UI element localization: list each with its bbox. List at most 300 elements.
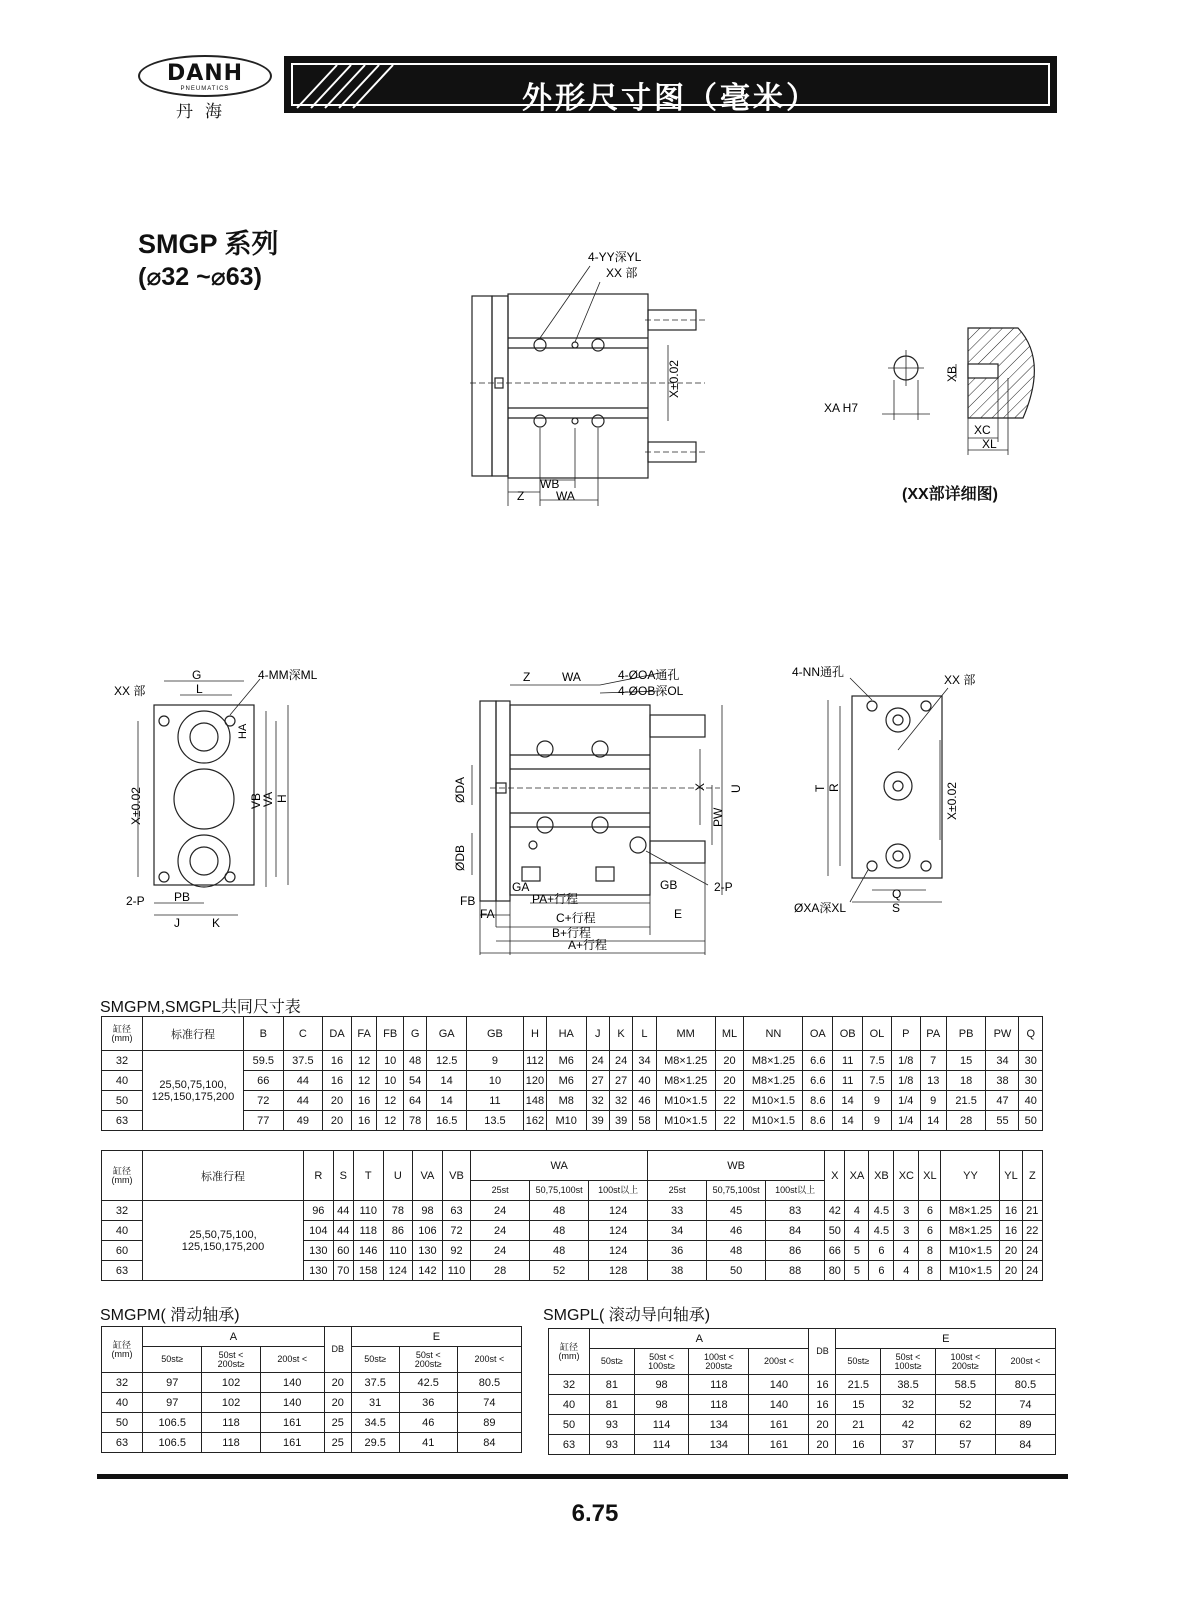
table-cell: 10 xyxy=(377,1051,404,1071)
table-cell: M10×1.5 xyxy=(656,1111,715,1131)
table-row xyxy=(102,1433,522,1453)
table-cell: 140 xyxy=(260,1373,324,1393)
column-header: Q xyxy=(1019,1017,1043,1051)
table-cell: 104 xyxy=(304,1221,334,1241)
table-cell: 78 xyxy=(383,1201,413,1221)
table-cell: 13.5 xyxy=(466,1111,523,1131)
label-x-tolerance: X±0.02 xyxy=(667,360,681,398)
label-r: R xyxy=(827,783,841,792)
table-cell: 140 xyxy=(260,1393,324,1413)
bore-cell: 63 xyxy=(102,1261,143,1281)
label-fa: FA xyxy=(480,907,495,921)
table-cell: 6.6 xyxy=(803,1071,833,1091)
stroke-subheader: 200st < xyxy=(457,1347,521,1373)
table-cell: 6 xyxy=(919,1221,941,1241)
table-cell: 12 xyxy=(351,1051,377,1071)
label-xb: XB xyxy=(945,365,959,382)
column-header: G xyxy=(403,1017,426,1051)
table-cell: 8.6 xyxy=(803,1111,833,1131)
table-cell: 161 xyxy=(260,1413,324,1433)
table-cell: 36 xyxy=(648,1241,707,1261)
table-cell: 16 xyxy=(1000,1201,1022,1221)
table-cell: 44 xyxy=(333,1221,353,1241)
table-cell: 55 xyxy=(986,1111,1019,1131)
bore-cell: 40 xyxy=(102,1393,143,1413)
table-cell: 28 xyxy=(946,1111,986,1131)
column-header: GA xyxy=(427,1017,467,1051)
table-cell: 78 xyxy=(403,1111,426,1131)
table-cell: 29.5 xyxy=(351,1433,399,1453)
table-cell: 124 xyxy=(589,1241,648,1261)
table-cell: 31 xyxy=(351,1393,399,1413)
table-cell: 102 xyxy=(202,1393,260,1413)
table-cell: M10×1.5 xyxy=(744,1111,803,1131)
db-header: DB xyxy=(809,1329,836,1375)
table-cell: M6 xyxy=(546,1071,586,1091)
table-cell: 32 xyxy=(609,1091,632,1111)
db-cell: 20 xyxy=(324,1373,351,1393)
table-cell: M8×1.25 xyxy=(941,1221,1000,1241)
e-header: E xyxy=(836,1329,1056,1349)
table-cell: 10 xyxy=(466,1071,523,1091)
table-cell: 36 xyxy=(399,1393,457,1413)
table-cell: 38.5 xyxy=(881,1375,936,1395)
table-cell: M10×1.5 xyxy=(941,1241,1000,1261)
table-cell: M8×1.25 xyxy=(656,1051,715,1071)
table-cell: 92 xyxy=(442,1241,470,1261)
table-cell: 20 xyxy=(323,1111,352,1131)
table-cell: 8 xyxy=(919,1241,941,1261)
table-cell: 52 xyxy=(935,1395,995,1415)
label-x-tolerance-left: X±0.02 xyxy=(129,787,143,825)
table-cell: 93 xyxy=(590,1435,635,1455)
column-header: HA xyxy=(546,1017,586,1051)
column-header: FB xyxy=(377,1017,404,1051)
table-cell: 8.6 xyxy=(803,1091,833,1111)
column-header: OB xyxy=(833,1017,863,1051)
logo-subtitle: PNEUMATICS xyxy=(180,86,230,92)
stroke-subheader: 200st < xyxy=(749,1349,809,1375)
table-cell: 74 xyxy=(457,1393,521,1413)
table-cell: 54 xyxy=(403,1071,426,1091)
table-cell: M8×1.25 xyxy=(941,1201,1000,1221)
label-ga: GA xyxy=(512,880,530,894)
table-cell: 6.6 xyxy=(803,1051,833,1071)
table-row xyxy=(549,1415,1056,1435)
label-xx-part-left: XX 部 xyxy=(114,684,146,698)
table-cell: 118 xyxy=(202,1433,260,1453)
db-cell: 20 xyxy=(324,1393,351,1413)
bore-cell: 63 xyxy=(102,1111,143,1131)
label-x-tolerance-right: X±0.02 xyxy=(945,782,959,820)
label-nn-hole: 4-NN通孔 xyxy=(792,665,845,679)
db-cell: 20 xyxy=(809,1435,836,1455)
table-cell: 24 xyxy=(586,1051,609,1071)
label-s: S xyxy=(892,901,901,915)
label-e: E xyxy=(674,907,683,921)
table-header-row xyxy=(549,1329,1056,1349)
table-cell: 12 xyxy=(377,1111,404,1131)
bore-header: 缸径 (mm) xyxy=(549,1329,590,1375)
table-cell: 140 xyxy=(749,1375,809,1395)
a-header: A xyxy=(143,1327,325,1347)
table-cell: 9 xyxy=(863,1111,892,1131)
table-cell: 42 xyxy=(881,1415,936,1435)
label-h: H xyxy=(275,794,289,803)
stroke-cell: 25,50,75,100, 125,150,175,200 xyxy=(143,1051,244,1131)
table-cell: 48 xyxy=(530,1241,589,1261)
table-cell: 40 xyxy=(1019,1091,1043,1111)
column-header: C xyxy=(283,1017,323,1051)
column-header: XL xyxy=(919,1151,941,1201)
column-header: X xyxy=(825,1151,845,1201)
table-cell: 98 xyxy=(634,1395,689,1415)
table-cell: 48 xyxy=(530,1221,589,1241)
table-cell: 6 xyxy=(919,1201,941,1221)
label-xx-part-right: XX 部 xyxy=(944,673,976,687)
bore-cell: 32 xyxy=(102,1373,143,1393)
bore-cell: 32 xyxy=(102,1051,143,1071)
e-header: E xyxy=(351,1327,521,1347)
table-row xyxy=(549,1395,1056,1415)
label-ha: HA xyxy=(237,723,249,739)
table-cell: 32 xyxy=(586,1091,609,1111)
table-cell: 38 xyxy=(986,1071,1019,1091)
danh-logo xyxy=(138,55,274,121)
table-row xyxy=(102,1393,522,1413)
stroke-subheader: 25st xyxy=(648,1181,707,1201)
table-cell: 7 xyxy=(920,1051,946,1071)
bore-header: 缸径 (mm) xyxy=(102,1017,143,1051)
stroke-subheader: 50,75,100st xyxy=(530,1181,589,1201)
table-cell: 44 xyxy=(283,1071,323,1091)
table-cell: 10 xyxy=(377,1071,404,1091)
table-cell: 22 xyxy=(715,1111,744,1131)
smgpl-table xyxy=(548,1328,1056,1455)
table-cell: 46 xyxy=(399,1413,457,1433)
table-cell: 84 xyxy=(995,1435,1055,1455)
table-cell: M10 xyxy=(546,1111,586,1131)
table-cell: 124 xyxy=(589,1221,648,1241)
table-cell: 20 xyxy=(1000,1241,1022,1261)
table-cell: 66 xyxy=(244,1071,284,1091)
table-cell: 64 xyxy=(403,1091,426,1111)
table-cell: 34 xyxy=(986,1051,1019,1071)
column-header: YY xyxy=(941,1151,1000,1201)
table-cell: 27 xyxy=(609,1071,632,1091)
db-header: DB xyxy=(324,1327,351,1373)
table-cell: 39 xyxy=(609,1111,632,1131)
db-cell: 16 xyxy=(809,1395,836,1415)
table-cell: 27 xyxy=(586,1071,609,1091)
bore-cell: 63 xyxy=(549,1435,590,1455)
table-subheader-row xyxy=(102,1347,522,1373)
table-subheader-row xyxy=(549,1349,1056,1375)
column-header: GB xyxy=(466,1017,523,1051)
table-cell: 16 xyxy=(1000,1221,1022,1241)
column-header: ML xyxy=(715,1017,744,1051)
table-cell: 110 xyxy=(442,1261,470,1281)
table-cell: 6 xyxy=(869,1241,894,1261)
table-cell: 48 xyxy=(403,1051,426,1071)
table-cell: 52 xyxy=(530,1261,589,1281)
table-cell: 58 xyxy=(633,1111,656,1131)
table-cell: 30 xyxy=(1019,1071,1043,1091)
table-cell: 1/8 xyxy=(891,1051,920,1071)
column-header: DA xyxy=(323,1017,352,1051)
label-pb: PB xyxy=(174,890,191,904)
table-cell: 142 xyxy=(413,1261,443,1281)
table-cell: 84 xyxy=(766,1221,825,1241)
table-cell: 11 xyxy=(833,1051,863,1071)
bore-header: 缸径 (mm) xyxy=(102,1327,143,1373)
table-cell: 22 xyxy=(1022,1221,1042,1241)
table-cell: 161 xyxy=(749,1435,809,1455)
table-cell: 120 xyxy=(523,1071,546,1091)
table-cell: 11 xyxy=(466,1091,523,1111)
table4-caption: SMGPL( 滚动导向轴承) xyxy=(543,1307,711,1324)
bore-header: 缸径 (mm) xyxy=(102,1151,143,1201)
column-header: VA xyxy=(413,1151,443,1201)
table-cell: 162 xyxy=(523,1111,546,1131)
table-cell: 24 xyxy=(471,1241,530,1261)
table-cell: 18 xyxy=(946,1071,986,1091)
table-cell: 13 xyxy=(920,1071,946,1091)
table-cell: 112 xyxy=(523,1051,546,1071)
table-row xyxy=(102,1071,1043,1091)
logo-chinese: 丹海 xyxy=(176,102,234,121)
column-header: XA xyxy=(845,1151,869,1201)
table-cell: 102 xyxy=(202,1373,260,1393)
table-cell: 140 xyxy=(749,1395,809,1415)
table-cell: 20 xyxy=(715,1051,744,1071)
table-cell: 45 xyxy=(707,1201,766,1221)
table-cell: 41 xyxy=(399,1433,457,1453)
table-row xyxy=(102,1201,1043,1221)
table-row xyxy=(102,1111,1043,1131)
table-cell: 86 xyxy=(766,1241,825,1261)
table-cell: 72 xyxy=(244,1091,284,1111)
table-cell: 161 xyxy=(260,1433,324,1453)
stroke-subheader: 25st xyxy=(471,1181,530,1201)
table-cell: 128 xyxy=(589,1261,648,1281)
table-cell: 12 xyxy=(351,1071,377,1091)
table-cell: 50 xyxy=(1019,1111,1043,1131)
table-cell: 72 xyxy=(442,1221,470,1241)
bore-cell: 50 xyxy=(102,1091,143,1111)
table-cell: 32 xyxy=(881,1395,936,1415)
stroke-subheader: 50st≥ xyxy=(351,1347,399,1373)
label-z: Z xyxy=(517,489,525,503)
table-cell: 4 xyxy=(894,1261,919,1281)
table-header-row xyxy=(102,1017,1043,1051)
table-cell: 84 xyxy=(457,1433,521,1453)
column-header: Z xyxy=(1022,1151,1042,1201)
table-cell: 46 xyxy=(633,1091,656,1111)
column-header: FA xyxy=(351,1017,377,1051)
table-cell: 97 xyxy=(143,1393,202,1413)
table-cell: M10×1.5 xyxy=(656,1091,715,1111)
table-cell: 70 xyxy=(333,1261,353,1281)
table-cell: 16.5 xyxy=(427,1111,467,1131)
bottom-rule xyxy=(97,1474,1068,1479)
column-header: P xyxy=(891,1017,920,1051)
table-cell: 20 xyxy=(1000,1261,1022,1281)
column-header: K xyxy=(609,1017,632,1051)
table-cell: 15 xyxy=(836,1395,881,1415)
table-cell: 4 xyxy=(894,1241,919,1261)
label-j: J xyxy=(174,916,180,930)
label-wa-side: WA xyxy=(562,670,581,684)
label-t: T xyxy=(813,784,827,792)
label-a-stroke: A+行程 xyxy=(568,938,608,952)
table-cell: 37 xyxy=(881,1435,936,1455)
label-mm-depth: 4-MM深ML xyxy=(258,668,318,682)
label-xl: XL xyxy=(982,437,997,451)
table-cell: 16 xyxy=(323,1071,352,1091)
table-cell: 110 xyxy=(383,1241,413,1261)
table-cell: 81 xyxy=(590,1395,635,1415)
db-cell: 25 xyxy=(324,1413,351,1433)
label-xa-h7: XA H7 xyxy=(824,401,859,415)
table-row xyxy=(102,1373,522,1393)
table-cell: 46 xyxy=(707,1221,766,1241)
stroke-subheader: 50st < 100st≥ xyxy=(634,1349,689,1375)
bore-cell: 40 xyxy=(102,1071,143,1091)
page-title: 外形尺寸图（毫米） xyxy=(522,82,819,115)
label-va: VA xyxy=(261,791,275,807)
table-cell: 148 xyxy=(523,1091,546,1111)
table-cell: 50 xyxy=(707,1261,766,1281)
table-cell: 24 xyxy=(471,1221,530,1241)
bore-cell: 40 xyxy=(102,1221,143,1241)
column-header: PW xyxy=(986,1017,1019,1051)
table-cell: 21.5 xyxy=(946,1091,986,1111)
table-cell: 4 xyxy=(845,1221,869,1241)
column-header: XC xyxy=(894,1151,919,1201)
table-cell: 34 xyxy=(648,1221,707,1241)
table-cell: 14 xyxy=(833,1091,863,1111)
stroke-subheader: 50st < 200st≥ xyxy=(202,1347,260,1373)
table-cell: 110 xyxy=(353,1201,383,1221)
stroke-subheader: 50st < 100st≥ xyxy=(881,1349,936,1375)
table-cell: 22 xyxy=(715,1091,744,1111)
column-header: S xyxy=(333,1151,353,1201)
table-cell: 89 xyxy=(995,1415,1055,1435)
table-cell: 83 xyxy=(766,1201,825,1221)
stroke-header: 标准行程 xyxy=(143,1151,304,1201)
table-cell: 16 xyxy=(836,1435,881,1455)
table-cell: 62 xyxy=(935,1415,995,1435)
left-view-drawing xyxy=(108,665,318,930)
label-wa: WA xyxy=(556,489,575,503)
stroke-subheader: 100st以上 xyxy=(766,1181,825,1201)
table-cell: M6 xyxy=(546,1051,586,1071)
db-cell: 25 xyxy=(324,1433,351,1453)
label-b-stroke: B+行程 xyxy=(552,926,592,940)
table-cell: 80.5 xyxy=(457,1373,521,1393)
series-name: SMGP 系列 xyxy=(138,229,279,259)
label-z-side: Z xyxy=(523,670,531,684)
table-cell: 63 xyxy=(442,1201,470,1221)
table-cell: 146 xyxy=(353,1241,383,1261)
table-cell: 93 xyxy=(590,1415,635,1435)
stroke-subheader: 100st以上 xyxy=(589,1181,648,1201)
table-cell: 4 xyxy=(845,1201,869,1221)
table-cell: 16 xyxy=(323,1051,352,1071)
table-cell: 9 xyxy=(466,1051,523,1071)
column-header: YL xyxy=(1000,1151,1022,1201)
column-header: VB xyxy=(442,1151,470,1201)
bore-cell: 63 xyxy=(102,1433,143,1453)
table-cell: 118 xyxy=(689,1395,749,1415)
column-header: B xyxy=(244,1017,284,1051)
table3-caption: SMGPM( 滑动轴承) xyxy=(100,1307,240,1324)
column-header: XB xyxy=(869,1151,894,1201)
label-2p-side: 2-P xyxy=(714,880,733,894)
label-vb: VB xyxy=(249,792,263,809)
table-cell: 58.5 xyxy=(935,1375,995,1395)
table-row xyxy=(102,1091,1043,1111)
stroke-header: 标准行程 xyxy=(143,1017,244,1051)
table-header-row xyxy=(102,1327,522,1347)
table-header-row xyxy=(102,1151,1043,1181)
table-cell: 161 xyxy=(749,1415,809,1435)
column-header: NN xyxy=(744,1017,803,1051)
side-view-drawing xyxy=(450,665,750,955)
table-cell: 114 xyxy=(634,1415,689,1435)
label-ob-depth: 4-ØOB深OL xyxy=(618,684,684,698)
table-cell: 50 xyxy=(825,1221,845,1241)
table-cell: 30 xyxy=(1019,1051,1043,1071)
label-pa-stroke: PA+行程 xyxy=(532,892,579,906)
bore-cell: 32 xyxy=(102,1201,143,1221)
table-cell: 48 xyxy=(707,1241,766,1261)
table-cell: 88 xyxy=(766,1261,825,1281)
table-cell: 3 xyxy=(894,1221,919,1241)
table-cell: 106.5 xyxy=(143,1433,202,1453)
table-cell: 42 xyxy=(825,1201,845,1221)
table-cell: 16 xyxy=(351,1111,377,1131)
table-cell: 1/4 xyxy=(891,1111,920,1131)
column-header: MM xyxy=(656,1017,715,1051)
table-cell: 48 xyxy=(530,1201,589,1221)
table-cell: 14 xyxy=(920,1111,946,1131)
label-xa-depth: ØXA深XL xyxy=(794,901,847,915)
label-c-stroke: C+行程 xyxy=(556,911,596,925)
label-pw: PW xyxy=(711,807,725,827)
table-cell: 134 xyxy=(689,1415,749,1435)
column-header: U xyxy=(383,1151,413,1201)
table-cell: 12.5 xyxy=(427,1051,467,1071)
table-cell: M8×1.25 xyxy=(656,1071,715,1091)
label-oa-hole: 4-ØOA通孔 xyxy=(618,668,680,682)
table-cell: 5 xyxy=(845,1261,869,1281)
table-cell: 14 xyxy=(427,1091,467,1111)
table1-caption: SMGPM,SMGPL共同尺寸表 xyxy=(100,999,301,1016)
label-u: U xyxy=(729,784,743,793)
label-xx-part: XX 部 xyxy=(606,266,638,280)
table-row xyxy=(549,1435,1056,1455)
label-wb: WB xyxy=(540,477,560,491)
label-2p-left: 2-P xyxy=(126,894,145,908)
column-header: L xyxy=(633,1017,656,1051)
table-cell: 24 xyxy=(1022,1261,1042,1281)
stroke-subheader: 100st < 200st≥ xyxy=(935,1349,995,1375)
table-cell: 89 xyxy=(457,1413,521,1433)
table-cell: 24 xyxy=(609,1051,632,1071)
table-cell: 97 xyxy=(143,1373,202,1393)
